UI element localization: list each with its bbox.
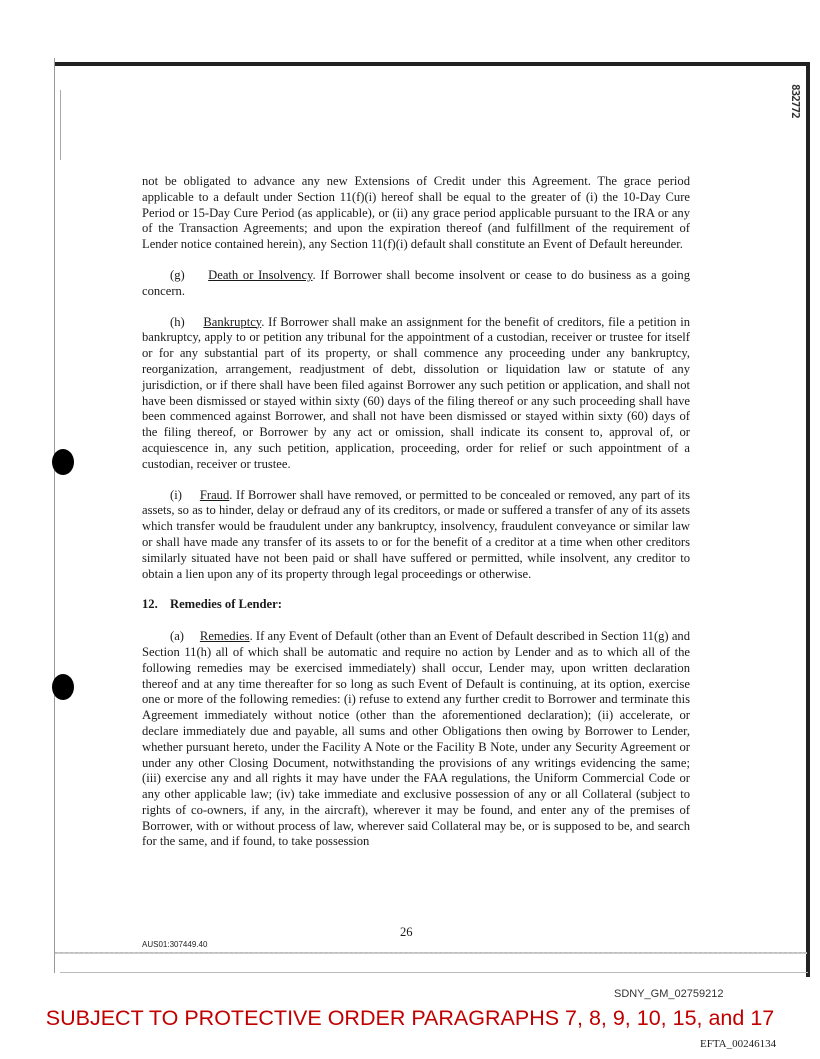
efta-number: EFTA_00246134 [700,1038,777,1050]
page-number: 26 [400,925,413,939]
section-text: . If Borrower shall become insolvent or cease to do business as a going concern. [142,267,691,298]
paragraph-continuation: not be obligated to advance any new Extensions of Credit under this Agreement. The grace period applicable to a default under Section 11(f)(i) hereof shall be equal to the greater of (i) the 10-Day Cure Period or 15-Day Cure Period (as applicable), or (ii) any grace period applicable pursuant to the IRA or any of the Transaction Agreements; and upon the expiration thereof (and fulfillment of the requirement of Lender notice contained herein), any Section 11(f)(i) default shall constitute an Event of Default hereunder. [142,174,690,252]
document-body [142,174,690,865]
section-12a [142,629,690,850]
section-heading-12 [142,597,690,613]
section-label: (h) [170,314,185,329]
page-stamp: 832772 [789,84,802,118]
scan-border-top [55,62,810,66]
section-text: . If Borrower shall have removed, or permitted to be concealed or removed, any part of its assets, so as to hinder, delay or defraud any of its creditors, or made or suffered a transfer of any of its assets which transfer would be fraudulent under any bankruptcy, insolvency, fraudulent conveyance or similar law or shall have made any transfer of its assets to or for the benefit of a creditor at a time when other creditors similarly situated have not been paid or shall have suffered or permitted, while insolvent, any creditor to obtain a lien upon any of its property through legal proceedings or otherwise. [142,487,690,581]
section-label: (a) [170,629,184,644]
heading-text: Remedies of Lender: [170,597,282,612]
scan-border-bottom [60,972,808,973]
section-title: Fraud [199,487,230,502]
section-title: Bankruptcy [203,314,262,329]
section-label: (i) [170,487,182,502]
heading-number: 12. [142,597,158,612]
section-11g [142,268,690,300]
scan-border-left-inner [60,90,61,160]
section-11i [142,488,690,583]
section-title: Death or Insolvency [208,267,313,282]
section-11h [142,315,690,473]
protective-order-notice: SUBJECT TO PROTECTIVE ORDER PARAGRAPHS 7, 8, 9, 10, 15, and 17 [45,1006,775,1030]
scan-border-bottom-inner [55,952,807,954]
punch-hole-icon [52,449,74,475]
section-text: . If Borrower shall make an assignment for the benefit of creditors, file a petition in bankruptcy, apply to or petition any tribunal for the appointment of a custodian, receiver or trustee for itself or for any substantial part of its property, or shall commence any proceeding under any bankruptcy, reorganization, arrangement, readjustment of debt, dissolution or liquidation law or statute of any jurisdiction, or if there shall have been filed against Borrower any such petition or application, and shall not have been dismissed or stayed within sixty (60) days of the filing thereof or any such proceeding shall have been commenced against Borrower, and shall not have been dismissed or stayed within sixty (60) days of the filing thereof, or Borrower by any act or omission, shall indicate its consent to, approval of, or acquiescence in, any such petition, application, proceeding, order for relief or such appointment of a custodian, receiver or trustee. [142,314,690,471]
document-id: AUS01:307449.40 [142,940,208,949]
section-title: Remedies [199,629,250,644]
punch-hole-icon [52,674,74,700]
section-label: (g) [170,267,185,282]
bates-number: SDNY_GM_02759212 [614,988,724,1000]
section-text: . If any Event of Default (other than an Event of Default described in Section 11(g) and Section 11(h) all of which shall be automatic and require no action by Lender and as to which all of the following remedies may be exercised immediately) shall occur, Lender may, upon written declaration thereof and at any time thereafter for so long as such Event of Default is continuing, at its option, exercise one or more of the following remedies: (i) refuse to extend any further credit to Borrower and terminate this Agreement immediately without notice (other than the aforementioned declaration); (ii) accelerate, or declare immediately due and payable, all sums and other Obligations then owing by Borrower to Lender, whether pursuant hereto, under the Facility A Note or the Facility B Note, under any Security Agreement or under any other Closing Document, notwithstanding the provisions of any writings evidencing the same; (iii) exercise any and all rights it may have under the FAA regulations, the Uniform Commercial Code or any other applicable law; (iv) take immediate and exclusive possession of any or all Collateral (subject to rights of co-owners, if any, in the aircraft), wherever it may be found, and enter any of the premises of Borrower, with or without process of law, wherever said Collateral may be, or is supposed to be, and search for the same, and if found, to take possession [142,629,690,849]
scan-border-left [54,58,55,973]
scan-border-right [806,62,810,977]
